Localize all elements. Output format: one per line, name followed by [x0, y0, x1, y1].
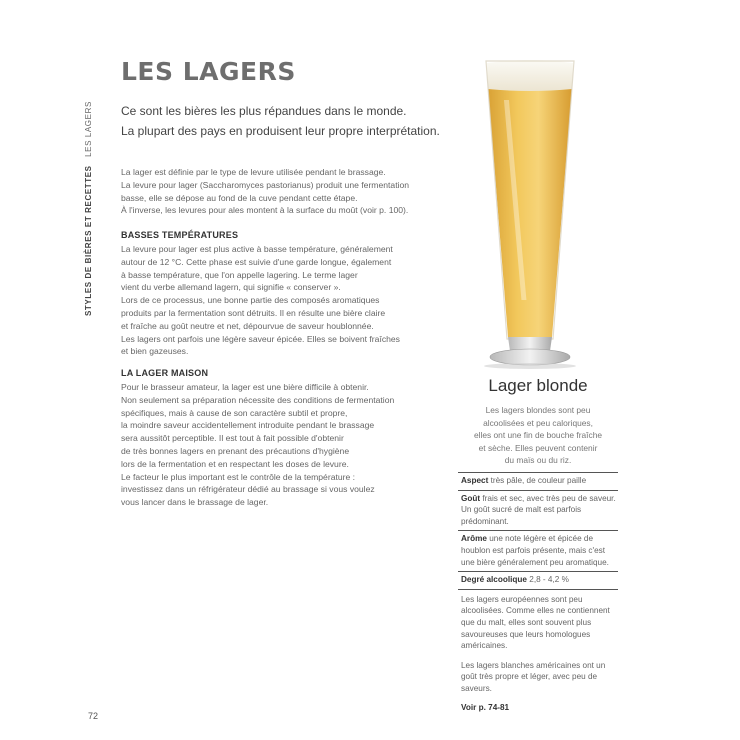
- text-line: autour de 12 °C. Cette phase est suivie d'une garde longue, également: [121, 256, 392, 267]
- text-line: La levure pour lager est plus active à basse température, généralement: [121, 244, 393, 254]
- text-line: Pour le brasseur amateur, la lager est une bière difficile à obtenir.: [121, 382, 369, 392]
- text-line: spécifiques, mais à cause de son caractère subtil et propre,: [121, 407, 348, 418]
- section-body-temperatures: [121, 243, 451, 358]
- text-line: vient du verbe allemand lagern, qui signifie « conserver ».: [121, 282, 341, 293]
- text-line: et bien gazeuses.: [121, 346, 189, 357]
- text-line: La lager est définie par le type de levure utilisée pendant le brassage.: [121, 167, 386, 177]
- beer-liquid: [488, 87, 572, 337]
- text-line: et sèche. Elles peuvent contenir: [478, 442, 598, 453]
- text-line: et fraîche au goût neutre et net, dépourvue de saveur houblonnée.: [121, 320, 374, 331]
- section-heading-temperatures: BASSES TEMPÉRATURES: [121, 230, 239, 240]
- note-paragraph: Les lagers européennes sont peu alcoolisées. Comme elles ne contiennent que du malt, elles sont souvent plus savoureuses que leurs homologues américaines.: [461, 594, 610, 651]
- text-line: alcoolisées et peu caloriques,: [483, 417, 593, 428]
- spec-label: Goût: [461, 493, 481, 503]
- note-paragraph: Les lagers blanches américaines ont un goût très propre et léger, avec peu de saveurs.: [461, 660, 606, 693]
- text-line: Les lagers blondes sont peu: [485, 405, 591, 415]
- beer-style-description: [460, 404, 616, 467]
- text-line: Le facteur le plus important est le contrôle de la température :: [121, 471, 356, 482]
- text-line: Non seulement sa préparation nécessite des conditions de fermentation: [121, 394, 395, 405]
- text-line: elles ont une fin de bouche fraîche: [473, 430, 603, 441]
- lead-line: La plupart des pays en produisent leur propre interprétation.: [121, 124, 440, 138]
- running-head-section: STYLES DE BIÈRES ET RECETTES: [84, 165, 93, 316]
- text-line: sera aussitôt perceptible. Il est tout à fait possible d'obtenir: [121, 433, 344, 444]
- text-line: à basse température, que l'on appelle lagering. Le terme lager: [121, 269, 358, 280]
- spec-value: très pâle, de couleur paille: [490, 476, 587, 485]
- spec-label: Arôme: [461, 534, 487, 544]
- text-line: vous lancer dans le brassage de lager.: [121, 497, 269, 508]
- text-line: la moindre saveur accidentellement introduite pendant le brassage: [121, 420, 375, 431]
- see-also-reference: Voir p. 74-81: [461, 702, 510, 712]
- spec-aspect: [458, 472, 618, 490]
- text-line: Les lagers ont parfois une légère saveur épicée. Elles se boivent fraîches: [121, 333, 400, 344]
- beer-spec-box: [458, 472, 618, 712]
- spec-value: 2,8 - 4,2 %: [529, 575, 569, 585]
- beer-notes: [458, 589, 618, 695]
- text-line: Lors de ce processus, une bonne partie des composés aromatiques: [121, 295, 380, 306]
- beer-style-name: Lager blonde: [488, 376, 588, 395]
- text-line: À l'inverse, les levures pour ales montent à la surface du moût (voir p. 100).: [121, 205, 409, 216]
- spec-aroma: [458, 530, 618, 571]
- glass-shadow: [484, 363, 576, 369]
- intro-paragraph: [121, 166, 451, 217]
- spec-abv: [458, 571, 618, 589]
- beer-foam: [487, 60, 573, 91]
- running-head-subsection: LES LAGERS: [84, 101, 93, 157]
- text-line: lors de la fermentation et en respectant les doses de levure.: [121, 458, 349, 469]
- text-line: investissez dans un réfrigérateur dédié au brassage si vous voulez: [121, 484, 375, 495]
- spec-value: frais et sec, avec très peu de saveur. Un goût sucré de malt est parfois prédominant.: [461, 493, 616, 526]
- section-body-home-lager: [121, 381, 451, 509]
- text-line: du maïs ou du riz.: [504, 455, 572, 466]
- text-line: La levure pour lager (Saccharomyces pastorianus) produit une fermentation: [121, 179, 410, 190]
- spec-taste: [458, 490, 618, 531]
- sidebar-running-head: [84, 101, 98, 316]
- spec-label: Degré alcoolique: [461, 575, 527, 585]
- lead-line: Ce sont les bières les plus répandues dans le monde.: [121, 104, 407, 118]
- text-line: produits par la fermentation sont détruits. Il en résulte une bière claire: [121, 307, 386, 318]
- spec-value: une note légère et épicée de houblon est parfois présente, mais c'est une bière généralement peu aromatique.: [461, 534, 609, 567]
- glass-foot: [490, 349, 570, 365]
- page-title: LES LAGERS: [121, 57, 296, 86]
- text-line: de très bonnes lagers en prenant des précautions d'hygiène: [121, 445, 350, 456]
- text-line: basse, elle se dépose au fond de la cuve pendant cette étape.: [121, 192, 358, 203]
- section-heading-home-lager: LA LAGER MAISON: [121, 368, 209, 378]
- lead-paragraph: [121, 101, 451, 141]
- beer-glass-image: [478, 55, 582, 370]
- spec-label: Aspect: [461, 476, 489, 485]
- page-number: 72: [88, 711, 99, 721]
